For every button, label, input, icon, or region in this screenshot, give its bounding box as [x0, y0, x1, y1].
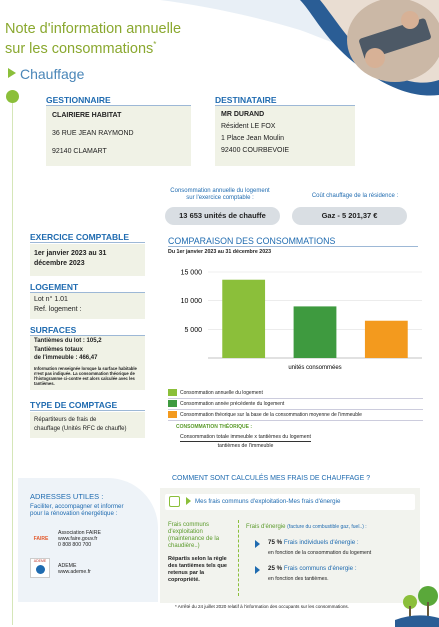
legend-item: Consommation théorique sur la base de la consommation moyenne de l'immeuble	[168, 410, 423, 421]
destinataire-line3: 92400 COURBEVOIE	[221, 147, 290, 154]
comptage-box	[30, 412, 145, 438]
calcul-banner	[165, 494, 415, 510]
arrow-icon	[186, 497, 191, 505]
bar-2	[294, 306, 337, 358]
y-tick-label: 10 000	[180, 298, 202, 306]
p1-desc: en fonction de la consommation du logement	[268, 550, 372, 556]
page-title: Note d'information annuelle sur les consommations*	[5, 21, 182, 57]
calcul-banner-text: Mes frais communs d'exploitation-Mes frais d'énergie	[195, 498, 341, 505]
faire-info: Association FAIRE www.faire.gouv.fr 0 808 800 700	[58, 530, 101, 549]
exercice-box	[30, 244, 145, 276]
surfaces-label: SURFACES	[30, 325, 145, 336]
comparison-chart	[160, 258, 430, 378]
leaf-icon	[6, 90, 19, 103]
chart-legend	[168, 388, 423, 421]
exercice-label: EXERCICE COMPTABLE	[30, 232, 145, 243]
gestionnaire-address1: 36 RUE JEAN RAYMOND	[52, 130, 134, 137]
divider	[238, 520, 239, 596]
comptage-line2: chauffage (Unités RFC de chauffe)	[34, 426, 127, 432]
footnote: * Arrêté du 24 juillet 2020 relatif à l'information des occupants sur les consommations.	[175, 604, 349, 609]
destinataire-line2: 1 Place Jean Moulin	[221, 135, 285, 142]
legend-item: Consommation année précédente du logement	[168, 399, 423, 410]
comptage-label: TYPE DE COMPTAGE	[30, 400, 145, 411]
side-line	[12, 95, 13, 625]
adresses-title: ADRESSES UTILES :	[30, 492, 104, 501]
comparaison-label: COMPARAISON DES CONSOMMATIONS	[168, 236, 418, 247]
tantiemes-totaux-2: de l'immeuble : 466,47	[34, 355, 98, 361]
y-tick-label: 5 000	[184, 326, 202, 334]
x-category-label: unités consommées	[288, 365, 342, 371]
tree-decoration	[395, 580, 439, 627]
energie-title: Frais d'énergie (facture du combustible gaz, fuel..) :	[246, 524, 367, 530]
destinataire-label: DESTINATAIRE	[215, 95, 355, 106]
gestionnaire-name: CLAIRIERE HABITAT	[52, 112, 122, 119]
ademe-info: ADEME www.ademe.fr	[58, 563, 91, 576]
surfaces-box	[30, 336, 145, 390]
comparaison-period: Du 1er janvier 2023 au 31 décembre 2023	[168, 249, 272, 255]
comptage-line1: Répartiteurs de frais de	[34, 417, 97, 423]
logement-lot: Lot n° 1.01	[34, 296, 68, 303]
p2-desc: en fonction des tantièmes.	[268, 576, 329, 582]
play-arrow-icon	[8, 68, 16, 78]
theorique-label: CONSOMMATION THÉORIQUE :	[176, 424, 253, 430]
logement-box	[30, 293, 145, 319]
tantiemes-lot: Tantièmes du lot : 105,2	[34, 338, 102, 344]
gestionnaire-label: GESTIONNAIRE	[46, 95, 191, 106]
ademe-logo: ADEME	[30, 558, 50, 578]
exercice-line2: décembre 2023	[34, 260, 85, 267]
communs-title: Frais communs d'exploitation (maintenance de la chaudière..)	[168, 522, 220, 549]
bar-1	[222, 280, 265, 358]
faire-logo: FAIRE	[33, 536, 49, 542]
logement-label: LOGEMENT	[30, 282, 145, 293]
destinataire-line1: Résident LE FOX	[221, 123, 276, 130]
calculator-icon	[169, 496, 180, 507]
calcul-question: COMMENT SONT CALCULÉS MES FRAIS DE CHAUFFAGE ?	[172, 475, 371, 482]
p2-line: 25 % Frais communs d'énergie :	[268, 565, 357, 572]
legend-item: Consommation annuelle du logement	[168, 388, 423, 399]
destinataire-box	[215, 106, 355, 166]
destinataire-name: MR DURAND	[221, 111, 265, 118]
cout-value: Gaz - 5 201,37 €	[292, 207, 407, 225]
cout-label: Coût chauffage de la résidence :	[311, 193, 399, 199]
communs-body: Répartis selon la règle des tantièmes tels que retenus par la copropriété.	[168, 556, 227, 583]
tantiemes-totaux-1: Tantièmes totaux	[34, 347, 83, 353]
theorique-formula: Consommation totale immeuble x tantièmes du logement tantièmes de l'immeuble	[180, 434, 311, 449]
consommation-label: Consommation annuelle du logement sur l'exercice comptable :	[170, 188, 270, 201]
gestionnaire-box	[46, 106, 191, 166]
bar-3	[365, 321, 408, 358]
logement-ref: Ref. logement :	[34, 306, 82, 313]
arrow-icon	[255, 566, 260, 574]
adresses-subtitle: Faciliter, accompagner et informer pour la rénovation énergétique :	[30, 503, 124, 517]
p1-line: 75 % Frais individuels d'énergie :	[268, 539, 359, 546]
gestionnaire-address2: 92140 CLAMART	[52, 148, 107, 155]
y-tick-label: 15 000	[180, 269, 202, 277]
surfaces-note: Information renseignée lorsque la surface habitable n'est pas indiquée. La consommation théorique de l'histogramme ci-contre est alors calculée avec les tantièmes.	[34, 366, 137, 386]
exercice-line1: 1er janvier 2023 au 31	[34, 250, 107, 257]
arrow-icon	[255, 540, 260, 548]
consommation-value: 13 653 unités de chauffe	[165, 207, 280, 225]
section-title: Chauffage	[20, 66, 85, 82]
